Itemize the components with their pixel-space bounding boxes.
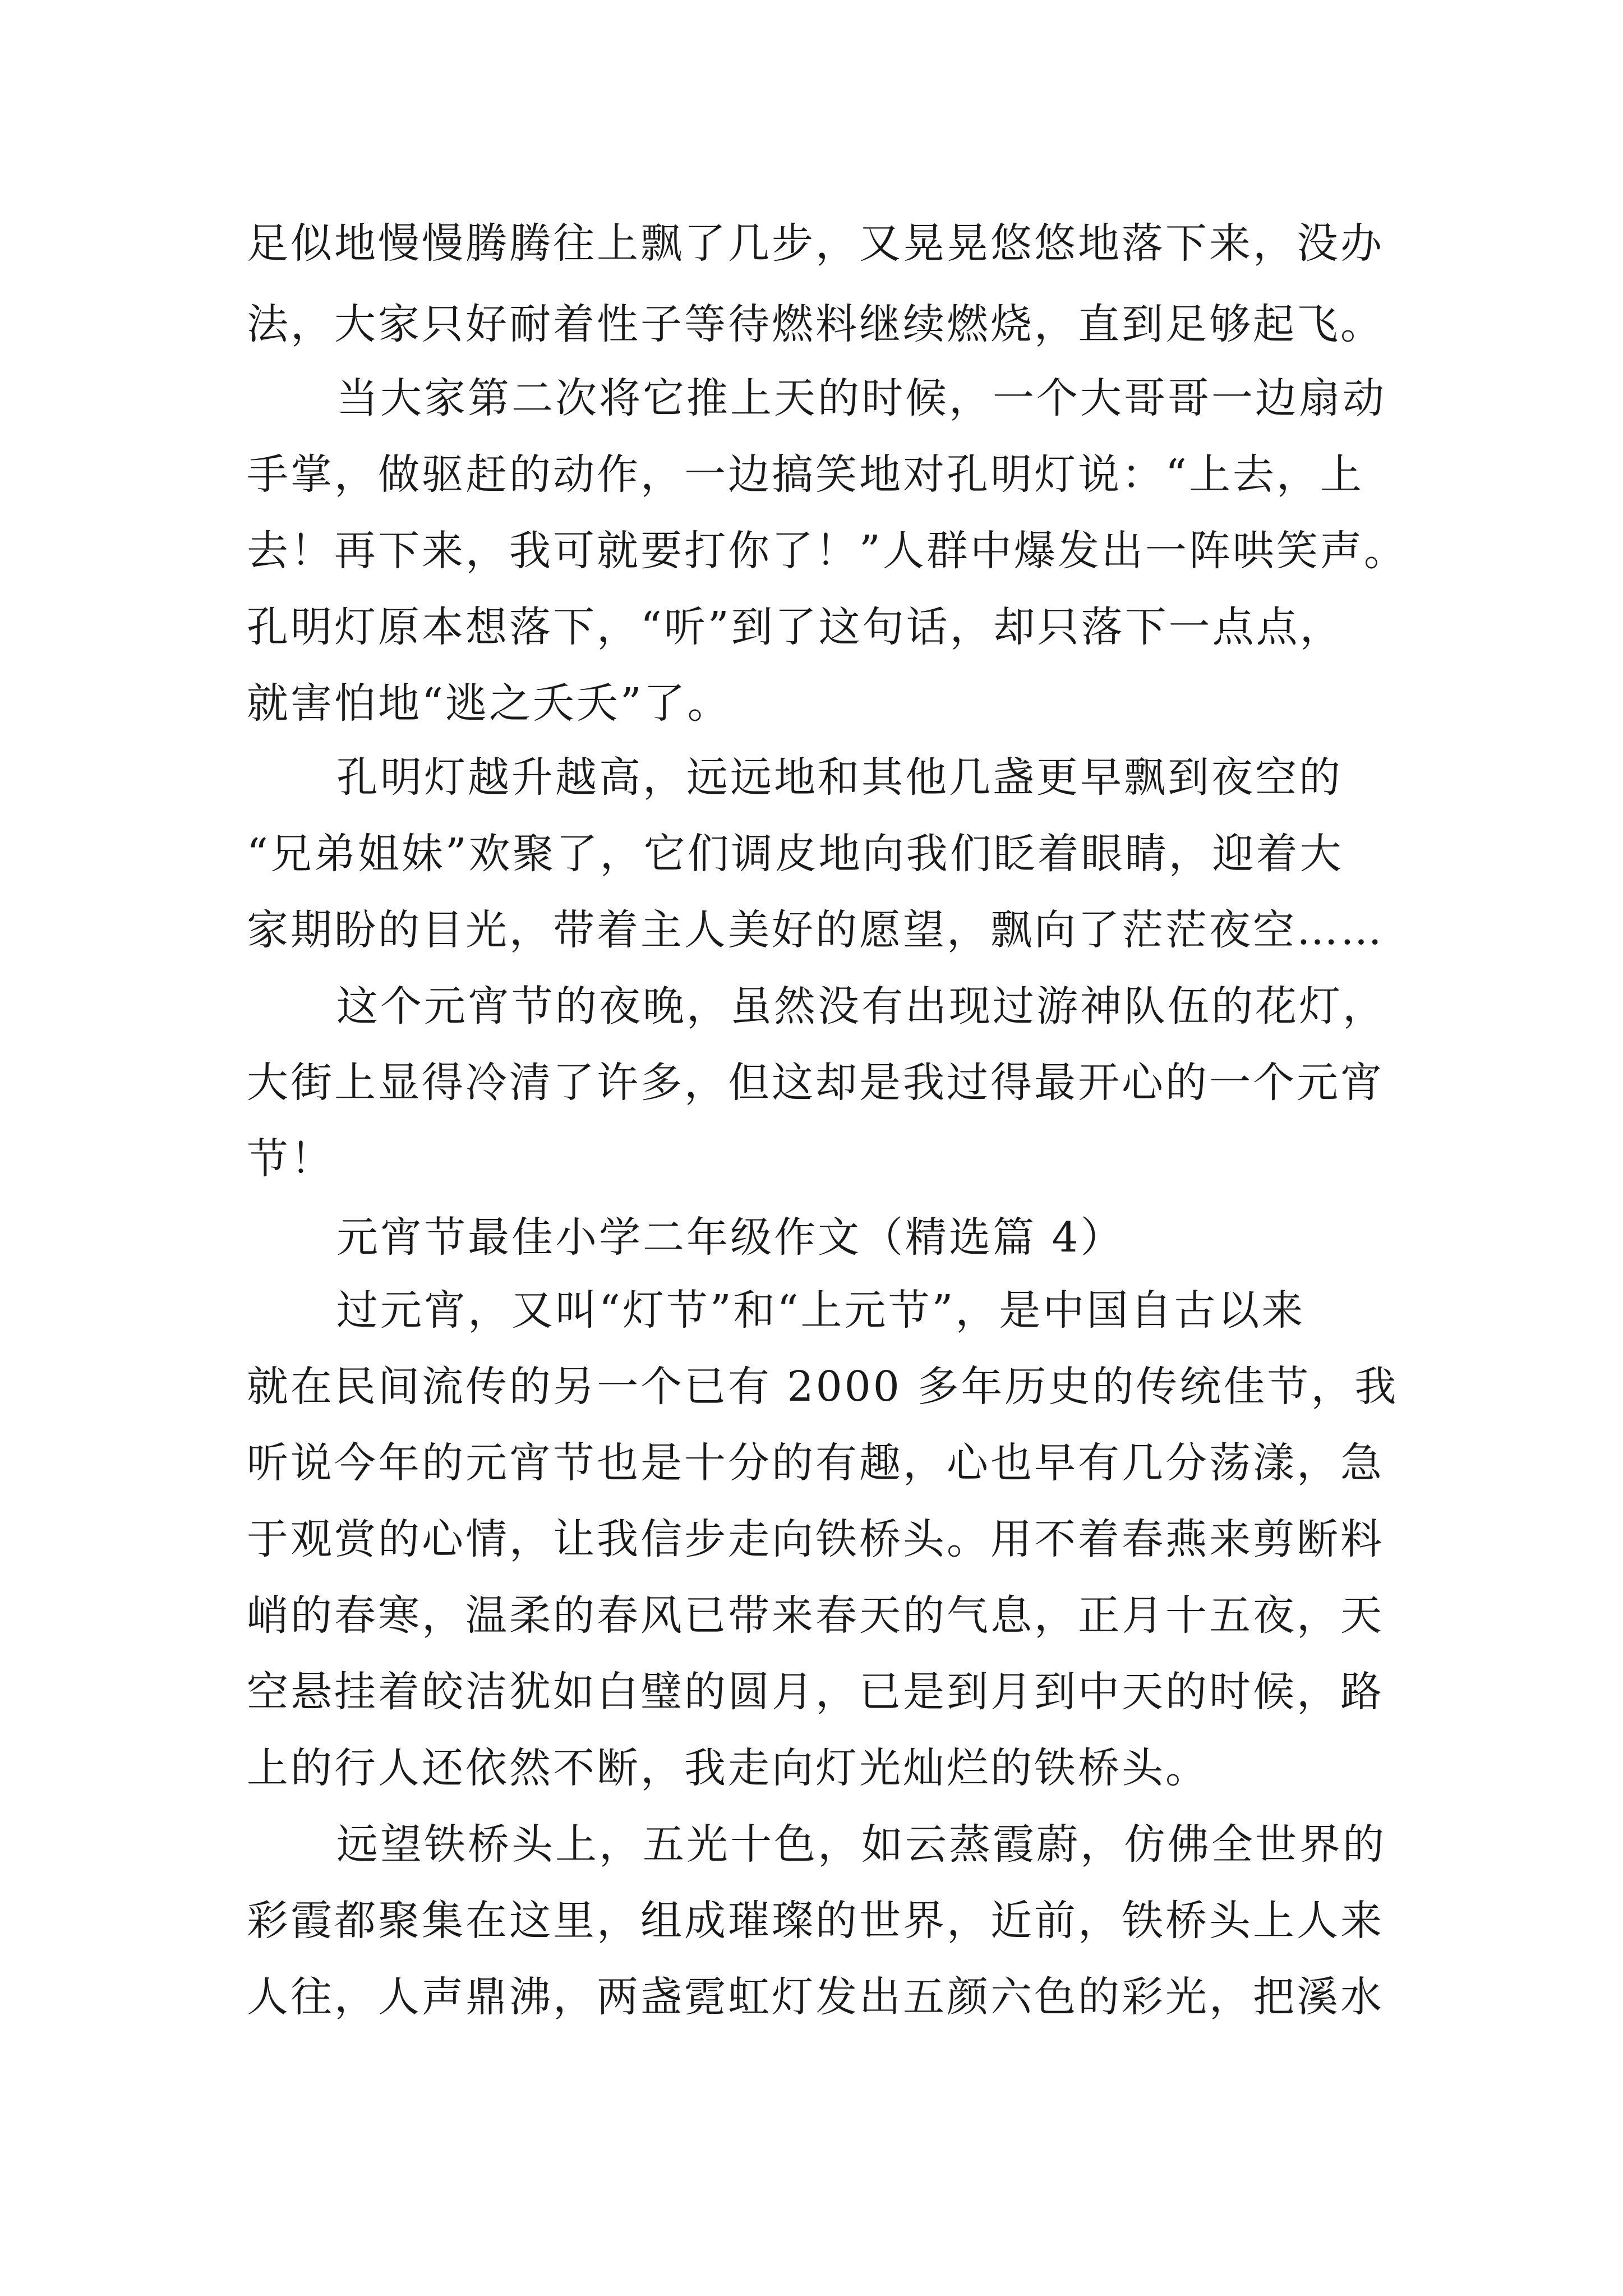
text-line: “兄弟姐妹”欢聚了，它们调皮地向我们眨着眼睛，迎着大: [247, 830, 1344, 878]
text-line: 节！: [247, 1135, 334, 1183]
text-line: 就害怕地“逃之夭夭”了。: [247, 679, 731, 728]
text-line: 孔明灯原本想落下，“听”到了这句话，却只落下一点点，: [247, 603, 1344, 651]
text-line: 上的行人还依然不断，我走向灯光灿烂的铁桥头。: [247, 1744, 1209, 1792]
text-line: 彩霞都聚集在这里，组成璀璨的世界，近前，铁桥头上人来: [247, 1897, 1384, 1945]
text-line: 就在民间流传的另一个已有 2000 多年历史的传统佳节，我: [247, 1363, 1399, 1411]
text-line: 大街上显得冷清了许多，但这却是我过得最开心的一个元宵: [247, 1059, 1384, 1107]
text-line: 家期盼的目光，带着主人美好的愿望，飘向了茫茫夜空……: [247, 906, 1384, 954]
text-line: 于观赏的心情，让我信步走向铁桥头。用不着春燕来剪断料: [247, 1515, 1384, 1563]
paragraph-start: 孔明灯越升越高，远远地和其他几盏更早飘到夜空的: [336, 753, 1343, 802]
text-line: 法，大家只好耐着性子等待燃料继续燃烧，直到足够起飞。: [247, 300, 1384, 348]
text-line: 峭的春寒，温柔的春风已带来春天的气息，正月十五夜，天: [247, 1591, 1384, 1640]
paragraph-start: 过元宵，又叫“灯节”和“上元节”，是中国自古以来: [336, 1286, 1306, 1335]
text-line: 听说今年的元宵节也是十分的有趣，心也早有几分荡漾，急: [247, 1439, 1384, 1487]
text-line: 足似地慢慢腾腾往上飘了几步，又晃晃悠悠地落下来，没办: [247, 219, 1384, 268]
text-line: 去！再下来，我可就要打你了！”人群中爆发出一阵哄笑声。: [247, 527, 1408, 575]
text-line: 人往，人声鼎沸，两盏霓虹灯发出五颜六色的彩光，把溪水: [247, 1973, 1384, 2021]
paragraph-start: 当大家第二次将它推上天的时候，一个大哥哥一边扇动: [336, 374, 1386, 422]
text-line: 空悬挂着皎洁犹如白璧的圆月，已是到月到中天的时候，路: [247, 1668, 1384, 1716]
paragraph-start: 远望铁桥头上，五光十色，如云蒸霞蔚，仿佛全世界的: [336, 1820, 1386, 1869]
text-line: 手掌，做驱赶的动作，一边搞笑地对孔明灯说：“上去，上: [247, 450, 1364, 499]
section-heading: 元宵节最佳小学二年级作文（精选篇 4）: [336, 1213, 1124, 1262]
paragraph-start: 这个元宵节的夜晚，虽然没有出现过游神队伍的花灯，: [336, 982, 1386, 1030]
